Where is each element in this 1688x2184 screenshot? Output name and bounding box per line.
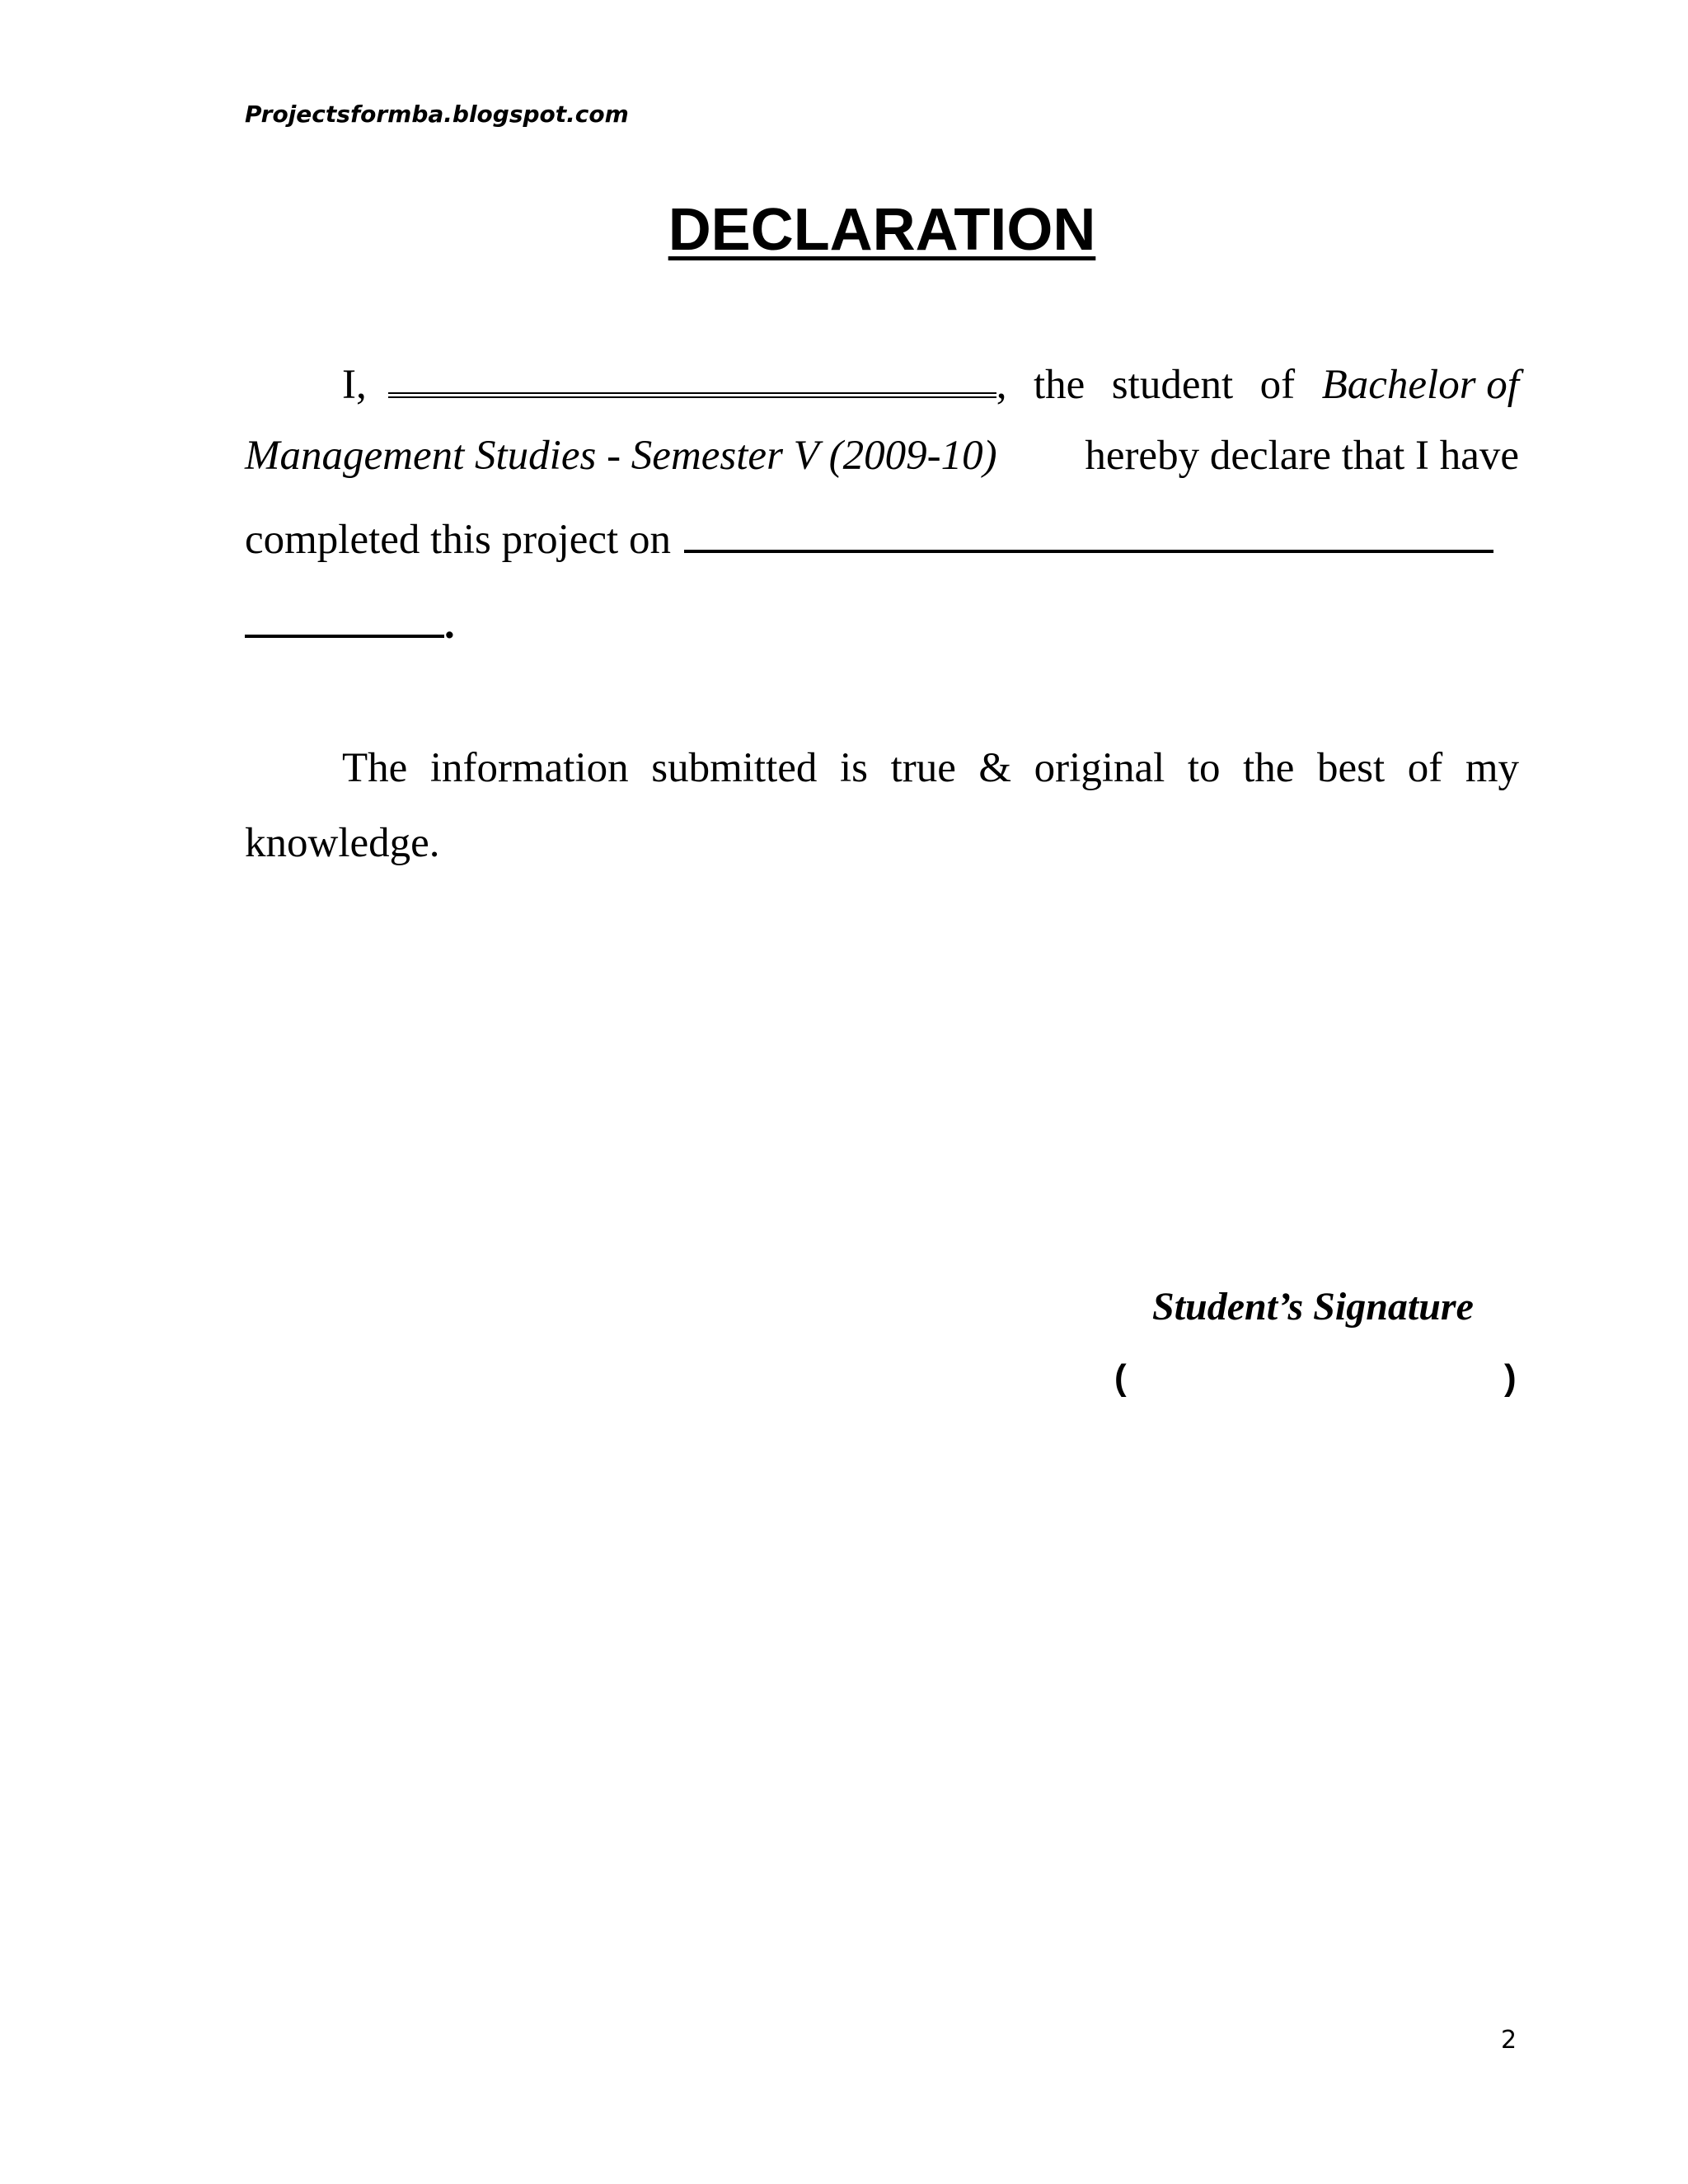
completion-date-blank-continued[interactable]: [245, 598, 444, 638]
word-the: the: [1033, 362, 1085, 408]
period-text: .: [444, 602, 455, 648]
information-line-1: The information submitted is true & original to the best of my: [342, 745, 1519, 791]
signature-close-paren: ): [1504, 1357, 1517, 1398]
completed-text: completed this project on: [245, 517, 671, 563]
word-student: student: [1111, 362, 1234, 408]
pronoun-text: I,: [342, 362, 367, 408]
page-number: 2: [1501, 2026, 1517, 2055]
name-clause: [245, 356, 1006, 410]
declare-text: hereby declare that I have: [1085, 433, 1519, 479]
program-name-part1: Bachelor of: [1321, 362, 1519, 408]
declaration-line-2: [245, 431, 1519, 480]
student-signature-label: Student’s Signature: [1152, 1285, 1474, 1329]
header-site-url: Projectsformba.blogspot.com: [245, 101, 629, 128]
student-name-blank[interactable]: [388, 356, 996, 398]
information-line-2: knowledge.: [245, 820, 440, 866]
completion-date-blank[interactable]: [684, 513, 1493, 553]
declaration-line-4: [245, 598, 455, 649]
declaration-line-1: [245, 356, 1519, 410]
page-title: DECLARATION: [668, 197, 1096, 263]
comma-text: ,: [996, 362, 1007, 408]
word-of: of: [1259, 362, 1296, 408]
signature-open-paren: (: [1114, 1357, 1127, 1398]
program-name-part2: Management Studies - Semester V (2009-10): [245, 433, 997, 479]
declaration-line-3: [245, 513, 1493, 565]
